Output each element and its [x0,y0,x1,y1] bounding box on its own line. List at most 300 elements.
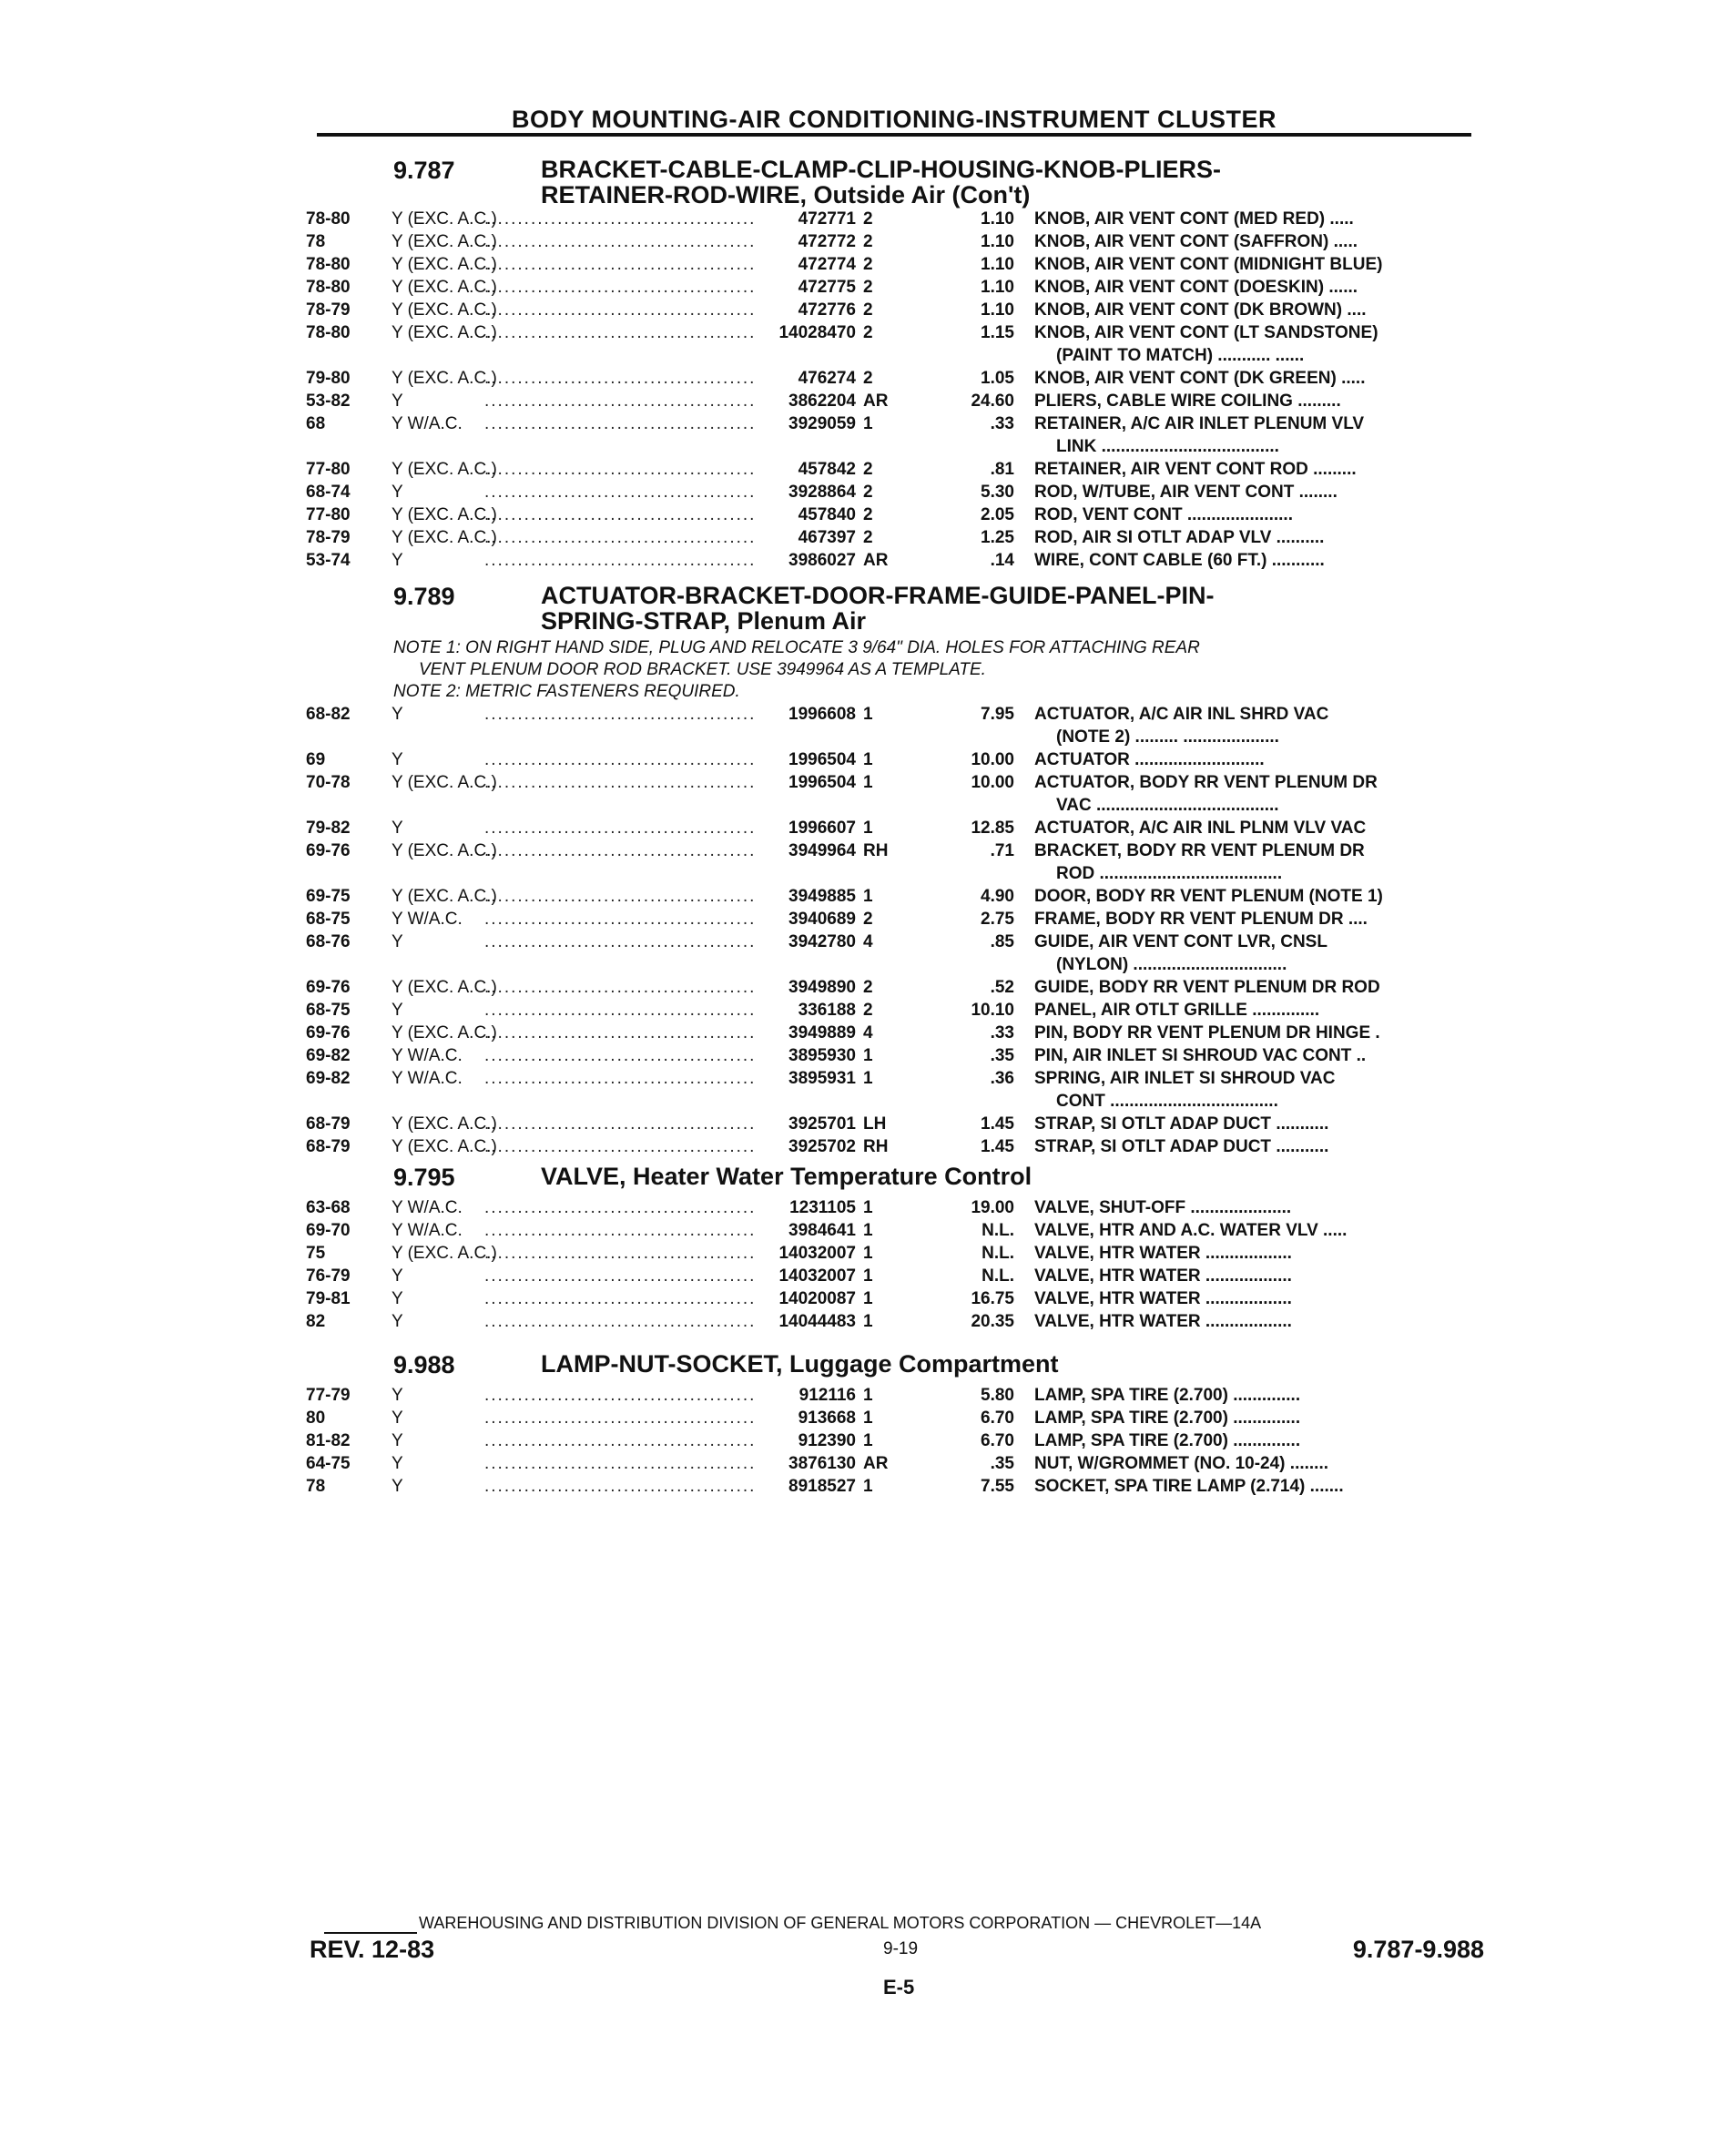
description-cell: ACTUATOR, A/C AIR INL SHRD VAC [1034,705,1329,724]
part-number-cell: 472771 [798,209,856,229]
part-row [306,526,1486,549]
description-cell: STRAP, SI OTLT ADAP DUCT ........... [1034,1137,1329,1156]
section-heading [306,583,1486,634]
description-cell: NUT, W/GROMMET (NO. 10-24) ........ [1034,1454,1329,1473]
year-cell: 68 [306,414,326,433]
part-number-cell: 472776 [798,300,856,320]
price-cell: 20.35 [971,1312,1014,1331]
part-row [306,1196,1486,1219]
description-continuation-cell: LINK ..................................... [1056,437,1279,456]
year-cell: 79-82 [306,819,351,838]
model-cell: Y (EXC. A.C.) [392,232,497,251]
leader-dots: ......................................... [484,1001,757,1020]
year-cell: 78-79 [306,300,351,320]
description-cell: ROD, VENT CONT ...................... [1034,505,1293,524]
description-cell: ROD, AIR SI OTLT ADAP VLV .......... [1034,528,1325,547]
description-cell: ACTUATOR, BODY RR VENT PLENUM DR [1034,773,1378,792]
part-number-cell: 3984641 [788,1221,856,1240]
description-continuation-cell: CONT ................................... [1056,1092,1278,1111]
quantity-cell: 1 [863,750,873,769]
model-cell: Y (EXC. A.C.) [392,278,497,297]
quantity-cell: 2 [863,209,873,229]
model-cell: Y W/A.C. [392,1198,463,1217]
quantity-cell: 2 [863,483,873,502]
price-cell: 12.85 [971,819,1014,838]
description-cell: ROD, W/TUBE, AIR VENT CONT ........ [1034,483,1338,502]
part-row [306,208,1486,230]
price-cell: .36 [990,1069,1014,1088]
part-number-cell: 472772 [798,232,856,251]
price-cell: 1.10 [981,300,1014,320]
model-cell: Y (EXC. A.C.) [392,323,497,342]
model-cell: Y W/A.C. [392,910,463,929]
part-number-cell: 3940689 [788,910,856,929]
year-cell: 64-75 [306,1454,351,1473]
leader-dots: ......................................... [484,414,757,433]
model-cell: Y (EXC. A.C.) [392,505,497,524]
model-cell: Y (EXC. A.C.) [392,1244,497,1263]
quantity-cell: 1 [863,1069,873,1088]
section-number: 9.787 [393,157,455,184]
part-number-cell: 8918527 [788,1477,856,1496]
quantity-cell: 1 [863,1289,873,1308]
footer-rule [324,1932,417,1934]
quantity-cell: 2 [863,460,873,479]
section-title-line-1: BRACKET-CABLE-CLAMP-CLIP-HOUSING-KNOB-PLIERS- [541,156,1221,183]
description-cell: PIN, BODY RR VENT PLENUM DR HINGE . [1034,1023,1380,1042]
leader-dots: ......................................... [484,1386,757,1405]
price-cell: 2.75 [981,910,1014,929]
model-cell: Y [392,551,403,570]
leader-dots: ......................................... [484,819,757,838]
model-cell: Y [392,392,403,411]
model-cell: Y W/A.C. [392,1069,463,1088]
price-cell: 16.75 [971,1289,1014,1308]
year-cell: 69-75 [306,887,351,906]
year-cell: 82 [306,1312,326,1331]
model-cell: Y [392,1409,403,1428]
price-cell: 1.15 [981,323,1014,342]
description-cell: SOCKET, SPA TIRE LAMP (2.714) ....... [1034,1477,1344,1496]
year-cell: 68-79 [306,1137,351,1156]
year-cell: 78-80 [306,323,351,342]
part-number-cell: 3949889 [788,1023,856,1042]
description-cell: PLIERS, CABLE WIRE COILING ......... [1034,392,1341,411]
description-cell: BRACKET, BODY RR VENT PLENUM DR [1034,841,1365,860]
description-cell: VALVE, HTR WATER .................. [1034,1312,1292,1331]
model-cell: Y (EXC. A.C.) [392,887,497,906]
section-number: 9.795 [393,1164,455,1191]
year-cell: 68-75 [306,1001,351,1020]
quantity-cell: 2 [863,323,873,342]
part-number-cell: 3895931 [788,1069,856,1088]
quantity-cell: 2 [863,369,873,388]
year-cell: 77-80 [306,505,351,524]
model-cell: Y [392,1454,403,1473]
year-cell: 69-76 [306,841,351,860]
part-row [306,1113,1486,1135]
description-cell: RETAINER, AIR VENT CONT ROD ......... [1034,460,1357,479]
model-cell: Y W/A.C. [392,1221,463,1240]
leader-dots: ......................................... [484,1312,757,1331]
price-cell: N.L. [982,1221,1014,1240]
price-cell: .33 [990,414,1014,433]
quantity-cell: 1 [863,887,873,906]
part-number-cell: 3862204 [788,392,856,411]
part-row [306,885,1486,908]
part-row [306,1242,1486,1265]
leader-dots: ......................................... [484,1046,757,1065]
description-cell: DOOR, BODY RR VENT PLENUM (NOTE 1) [1034,887,1383,906]
year-cell: 69-70 [306,1221,351,1240]
price-cell: .71 [990,841,1014,860]
part-row [306,908,1486,931]
part-row [306,1407,1486,1429]
part-row [306,481,1486,503]
year-cell: 69-76 [306,978,351,997]
part-number-cell: 3876130 [788,1454,856,1473]
part-row [306,503,1486,526]
description-cell: KNOB, AIR VENT CONT (MIDNIGHT BLUE) [1034,255,1383,274]
part-number-cell: 3895930 [788,1046,856,1065]
part-number-cell: 912390 [798,1431,856,1450]
leader-dots: ......................................... [484,300,757,320]
leader-dots: ......................................... [484,1023,757,1042]
description-continuation-cell: ROD ...................................... [1056,864,1283,883]
year-cell: 78 [306,232,326,251]
description-cell: RETAINER, A/C AIR INLET PLENUM VLV [1034,414,1365,433]
section-9-988 [306,1351,1486,1498]
part-row [306,412,1486,458]
leader-dots: ......................................... [484,887,757,906]
year-cell: 78-80 [306,255,351,274]
year-cell: 68-82 [306,705,351,724]
leader-dots: ......................................... [484,1431,757,1450]
quantity-cell: 2 [863,978,873,997]
section-title-line-1: LAMP-NUT-SOCKET, Luggage Compartment [541,1350,1059,1378]
quantity-cell: 1 [863,1386,873,1405]
leader-dots: ......................................... [484,369,757,388]
model-cell: Y W/A.C. [392,414,463,433]
model-cell: Y (EXC. A.C.) [392,300,497,320]
part-row [306,999,1486,1022]
part-row [306,771,1486,817]
part-number-cell: 1996608 [788,705,856,724]
model-cell: Y (EXC. A.C.) [392,209,497,229]
header-rule [317,133,1471,137]
part-number-cell: 472775 [798,278,856,297]
section-number: 9.988 [393,1351,455,1378]
description-cell: SPRING, AIR INLET SI SHROUD VAC [1034,1069,1336,1088]
part-number-cell: 467397 [798,528,856,547]
price-cell: 5.80 [981,1386,1014,1405]
part-row [306,390,1486,412]
part-number-cell: 1231105 [789,1198,856,1217]
part-row [306,321,1486,367]
part-number-cell: 1996504 [788,773,856,792]
year-cell: 79-80 [306,369,351,388]
quantity-cell: AR [863,1454,889,1473]
quantity-cell: 2 [863,528,873,547]
price-cell: 1.10 [981,209,1014,229]
description-cell: VALVE, HTR WATER .................. [1034,1266,1292,1286]
quantity-cell: RH [863,1137,889,1156]
leader-dots: ......................................... [484,1137,757,1156]
part-number-cell: 14032007 [778,1244,856,1263]
quantity-cell: 1 [863,705,873,724]
part-row [306,458,1486,481]
quantity-cell: 1 [863,819,873,838]
description-cell: VALVE, HTR WATER .................. [1034,1289,1292,1308]
part-row [306,976,1486,999]
model-cell: Y [392,1266,403,1286]
section-9-789 [306,583,1486,1158]
leader-dots: ......................................... [484,528,757,547]
price-cell: 2.05 [981,505,1014,524]
section-9-795 [306,1164,1486,1333]
model-cell: Y [392,819,403,838]
year-cell: 53-74 [306,551,351,570]
model-cell: Y [392,1386,403,1405]
quantity-cell: 2 [863,278,873,297]
quantity-cell: 2 [863,1001,873,1020]
year-cell: 53-82 [306,392,351,411]
leader-dots: ......................................... [484,1477,757,1496]
leader-dots: ......................................... [484,1198,757,1217]
price-cell: 4.90 [981,887,1014,906]
model-cell: Y [392,483,403,502]
footer-revision: REV. 12-83 [310,1936,435,1963]
model-cell: Y [392,1312,403,1331]
quantity-cell: 1 [863,1221,873,1240]
section-title-line-2: SPRING-STRAP, Plenum Air [541,607,867,635]
part-number-cell: 14044483 [778,1312,856,1331]
model-cell: Y (EXC. A.C.) [392,1137,497,1156]
note-line: VENT PLENUM DOOR ROD BRACKET. USE 3949964 AS A TEMPLATE. [419,660,986,679]
description-cell: KNOB, AIR VENT CONT (MED RED) ..... [1034,209,1354,229]
section-title-line-1: ACTUATOR-BRACKET-DOOR-FRAME-GUIDE-PANEL-PIN- [541,582,1215,609]
description-cell: KNOB, AIR VENT CONT (SAFFRON) ..... [1034,232,1358,251]
leader-dots: ......................................... [484,1409,757,1428]
quantity-cell: 2 [863,910,873,929]
part-row [306,839,1486,885]
part-row [306,1452,1486,1475]
model-cell: Y (EXC. A.C.) [392,1023,497,1042]
quantity-cell: LH [863,1114,887,1134]
leader-dots: ......................................... [484,255,757,274]
price-cell: 19.00 [971,1198,1014,1217]
description-continuation-cell: (NOTE 2) ......... .................... [1056,727,1279,747]
model-cell: Y (EXC. A.C.) [392,978,497,997]
part-number-cell: 3925701 [788,1114,856,1134]
part-row [306,703,1486,748]
part-row [306,1067,1486,1113]
price-cell: .81 [990,460,1014,479]
year-cell: 68-79 [306,1114,351,1134]
leader-dots: ......................................... [484,773,757,792]
leader-dots: ......................................... [484,910,757,929]
year-cell: 75 [306,1244,326,1263]
leader-dots: ......................................... [484,750,757,769]
quantity-cell: 1 [863,773,873,792]
leader-dots: ......................................... [484,1069,757,1088]
part-row [306,748,1486,771]
quantity-cell: AR [863,551,889,570]
description-cell: FRAME, BODY RR VENT PLENUM DR .... [1034,910,1368,929]
quantity-cell: 1 [863,1244,873,1263]
quantity-cell: 1 [863,1409,873,1428]
year-cell: 63-68 [306,1198,351,1217]
price-cell: 7.55 [981,1477,1014,1496]
model-cell: Y [392,1431,403,1450]
year-cell: 77-80 [306,460,351,479]
year-cell: 80 [306,1409,326,1428]
price-cell: .52 [990,978,1014,997]
model-cell: Y (EXC. A.C.) [392,460,497,479]
part-row [306,253,1486,276]
part-number-cell: 14020087 [778,1289,856,1308]
part-row [306,1384,1486,1407]
part-number-cell: 472774 [798,255,856,274]
year-cell: 78-80 [306,209,351,229]
price-cell: 1.05 [981,369,1014,388]
leader-dots: ......................................... [484,209,757,229]
description-continuation-cell: VAC ...................................... [1056,796,1279,815]
leader-dots: ......................................... [484,932,757,951]
year-cell: 78-79 [306,528,351,547]
description-cell: KNOB, AIR VENT CONT (DK GREEN) ..... [1034,369,1366,388]
quantity-cell: 1 [863,1312,873,1331]
part-row [306,817,1486,839]
part-number-cell: 3949964 [788,841,856,860]
part-row [306,1044,1486,1067]
part-row [306,1135,1486,1158]
part-row [306,299,1486,321]
price-cell: N.L. [982,1266,1014,1286]
leader-dots: ......................................... [484,392,757,411]
year-cell: 69-76 [306,1023,351,1042]
model-cell: Y [392,1477,403,1496]
model-cell: Y (EXC. A.C.) [392,841,497,860]
part-number-cell: 912116 [798,1386,856,1405]
quantity-cell: 1 [863,414,873,433]
quantity-cell: AR [863,392,889,411]
year-cell: 68-75 [306,910,351,929]
page-header-title: BODY MOUNTING-AIR CONDITIONING-INSTRUMENT CLUSTER [512,106,1277,133]
leader-dots: ......................................... [484,1454,757,1473]
part-number-cell: 3942780 [788,932,856,951]
price-cell: 6.70 [981,1409,1014,1428]
note-line: NOTE 1: ON RIGHT HAND SIDE, PLUG AND RELOCATE 3 9/64" DIA. HOLES FOR ATTACHING REAR [393,638,1200,657]
model-cell: Y (EXC. A.C.) [392,773,497,792]
price-cell: 1.10 [981,255,1014,274]
leader-dots: ......................................... [484,232,757,251]
description-cell: GUIDE, AIR VENT CONT LVR, CNSL [1034,932,1327,951]
leader-dots: ......................................... [484,505,757,524]
quantity-cell: 1 [863,1266,873,1286]
description-cell: KNOB, AIR VENT CONT (LT SANDSTONE) [1034,323,1378,342]
model-cell: Y W/A.C. [392,1046,463,1065]
part-row [306,1310,1486,1333]
quantity-cell: 4 [863,932,873,951]
model-cell: Y [392,1289,403,1308]
description-cell: LAMP, SPA TIRE (2.700) .............. [1034,1409,1301,1428]
year-cell: 81-82 [306,1431,351,1450]
page-code: E-5 [883,1976,915,1998]
section-title [541,583,1214,634]
year-cell: 78 [306,1477,326,1496]
year-cell: 78-80 [306,278,351,297]
description-cell: LAMP, SPA TIRE (2.700) .............. [1034,1386,1301,1405]
part-row [306,1265,1486,1287]
model-cell: Y (EXC. A.C.) [392,528,497,547]
year-cell: 68-76 [306,932,351,951]
part-row [306,276,1486,299]
price-cell: 6.70 [981,1431,1014,1450]
model-cell: Y [392,750,403,769]
quantity-cell: 2 [863,300,873,320]
quantity-cell: 1 [863,1198,873,1217]
section-title [541,157,1221,208]
price-cell: 1.10 [981,278,1014,297]
price-cell: N.L. [982,1244,1014,1263]
model-cell: Y (EXC. A.C.) [392,255,497,274]
year-cell: 70-78 [306,773,351,792]
description-cell: ACTUATOR, A/C AIR INL PLNM VLV VAC [1034,819,1367,838]
part-number-cell: 457842 [798,460,856,479]
leader-dots: ......................................... [484,1266,757,1286]
description-cell: PIN, AIR INLET SI SHROUD VAC CONT .. [1034,1046,1367,1065]
footer-publisher-line: WAREHOUSING AND DISTRIBUTION DIVISION OF GENERAL MOTORS CORPORATION — CHEVROLET—14A [419,1914,1262,1932]
model-cell: Y [392,1001,403,1020]
price-cell: 10.00 [971,773,1014,792]
part-number-cell: 336188 [798,1001,856,1020]
section-notes [306,637,1486,703]
price-cell: 1.45 [981,1137,1014,1156]
section-title [541,1351,1059,1377]
part-number-cell: 3928864 [788,483,856,502]
description-cell: VALVE, HTR WATER .................. [1034,1244,1292,1263]
description-cell: PANEL, AIR OTLT GRILLE .............. [1034,1001,1320,1020]
part-number-cell: 913668 [798,1409,856,1428]
price-cell: .33 [990,1023,1014,1042]
section-heading [306,1351,1486,1384]
price-cell: 5.30 [981,483,1014,502]
year-cell: 69-82 [306,1046,351,1065]
part-number-cell: 1996607 [788,819,856,838]
leader-dots: ......................................... [484,978,757,997]
quantity-cell: 2 [863,232,873,251]
part-row [306,1429,1486,1452]
price-cell: 24.60 [971,392,1014,411]
description-continuation-cell: (PAINT TO MATCH) ........... ...... [1056,346,1305,365]
section-title-line-1: VALVE, Heater Water Temperature Control [541,1163,1032,1190]
leader-dots: ......................................... [484,460,757,479]
section-9-787 [306,157,1486,572]
year-cell: 77-79 [306,1386,351,1405]
note-line: NOTE 2: METRIC FASTENERS REQUIRED. [393,682,740,701]
leader-dots: ......................................... [484,1114,757,1134]
part-number-cell: 1996504 [788,750,856,769]
description-cell: VALVE, HTR AND A.C. WATER VLV ..... [1034,1221,1348,1240]
description-cell: VALVE, SHUT-OFF ..................... [1034,1198,1292,1217]
leader-dots: ......................................... [484,1289,757,1308]
quantity-cell: RH [863,841,889,860]
description-cell: KNOB, AIR VENT CONT (DOESKIN) ...... [1034,278,1358,297]
price-cell: 1.25 [981,528,1014,547]
part-row [306,931,1486,976]
description-cell: STRAP, SI OTLT ADAP DUCT ........... [1034,1114,1329,1134]
